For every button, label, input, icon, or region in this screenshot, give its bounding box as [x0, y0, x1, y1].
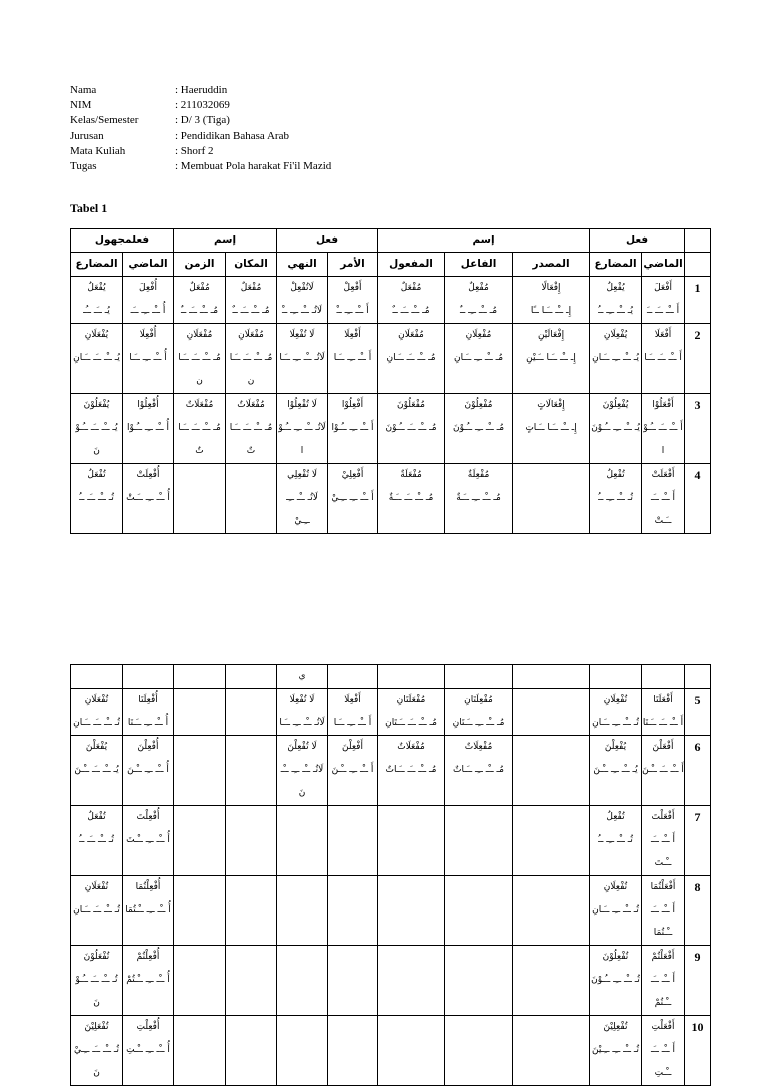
header-group-cell: فعل: [590, 229, 685, 253]
table-cell-text: أُفْعِلْنَ أُ ــْـ ــِـ ــْـنَ: [127, 742, 169, 775]
table-cell: [328, 806, 378, 876]
table-cell-text: مُفْعِلُوْنَ مُـ ــْـ ــِـ ــُـوْنَ: [453, 400, 505, 433]
info-label: Jurusan: [70, 129, 104, 142]
row-number-text: 4: [694, 468, 701, 482]
table-cell-text: تُفْعِلَانِ تُـ ــْـ ــِـ ــَـانِ: [592, 695, 639, 728]
table-cell-text: تُفْعِلُ تُـ ــْـ ــِـ ــُ: [598, 812, 633, 845]
info-row: [70, 159, 331, 174]
table-cell: [174, 464, 226, 534]
table-cell: [226, 946, 277, 1016]
row-number: [685, 736, 711, 806]
table-cell-text: أُفْعِلَ أُ ــْـ ــِـ ــَـ: [130, 283, 166, 316]
row-number-text: 9: [694, 950, 701, 964]
table-cell-text: أُفْعِلْتِ أُ ــْـ ــِـ ــْـتِ: [126, 1022, 170, 1055]
continuation-cell: [226, 665, 277, 689]
info-label: Tugas: [70, 160, 97, 173]
table-cell-text: أَفْعَلْتَ أَ ــْـ ــَـ ــْـتَ: [650, 812, 676, 868]
table-cell-text: أَفْعَلَتَا أَ ــْـ ــَـ ــَـتَا: [642, 695, 684, 728]
table-row: [71, 876, 711, 946]
row-number: [685, 1016, 711, 1086]
table-cell: [277, 806, 328, 876]
row-number-text: 5: [694, 693, 701, 707]
row-number-text: 1: [694, 281, 701, 295]
table-cell: [277, 277, 328, 324]
header-sub-cell: الفاعل: [445, 253, 513, 277]
table-cell-text: أَفْعِلَا أَ ــْـ ــِـ ــَـا: [333, 330, 372, 363]
table-cell-text: تُفْعِلُ تُـ ــْـ ــِـ ــُ: [598, 470, 633, 503]
info-row: [70, 113, 331, 128]
table-cell: [123, 1016, 174, 1086]
continuation-cell-text: ي: [298, 671, 306, 681]
header-group-cell: فعل: [277, 229, 378, 253]
table-cell-text: أَفْعِلْنَ أَ ــْـ ــِـ ــْـنَ: [331, 742, 374, 775]
row-number: [685, 946, 711, 1016]
table-cell-text: مُفْعَلَاتٌ مُـ ــْـ ــَـ ــَـاتٌ: [385, 742, 437, 775]
info-value: : Pendidikan Bahasa Arab: [175, 129, 289, 142]
table-cell: [590, 394, 642, 464]
table-cell: [590, 689, 642, 736]
table-cell-text: مُفْعَلَاتٌ مُـ ــْـ ــَـ ــَـا تٌ: [229, 400, 273, 456]
table-cell: [277, 689, 328, 736]
table-cell-text: مُفْعَلٌ مُـ ــْـ ــَـ ــٌ: [392, 283, 430, 316]
continuation-cell: [445, 665, 513, 689]
table-cell-text: تُفْعَلُوْنَ تُـ ــْـ ــَـ ــُـوْ نَ: [75, 952, 118, 1008]
table-cell: [226, 394, 277, 464]
table-cell-text: أَفْعَلَا أَ ــْـ ــَـ ــَـا: [644, 330, 682, 363]
table-cell-text: يُفْعِلَانِ يُـ ــْـ ــِـ ــَـانِ: [592, 330, 639, 363]
table-cell-text: يُفْعَلَانِ يُـ ــْـ ــَـ ــَـانِ: [73, 330, 120, 363]
table-cell: [590, 946, 642, 1016]
continuation-cell: [328, 665, 378, 689]
row-number: [685, 277, 711, 324]
table-cell-text: تُفْعَلُ تُـ ــْـ ــَـ ــُ: [79, 812, 114, 845]
table-cell-text: يُفْعِلْنَ يُـ ــْـ ــِـ ــْـنَ: [593, 742, 638, 775]
table-cell-text: أَفْعِلِيْ أَ ــْـ ــِـ ــِـيْ: [331, 470, 374, 503]
table-cell: [513, 806, 590, 876]
table-cell: [378, 394, 445, 464]
table-cell: [328, 689, 378, 736]
table-cell-text: أَفْعَلَ أَ ــْـ ــَـ ــَ: [646, 283, 680, 316]
continuation-cell: [71, 665, 123, 689]
header-sub-cell: المفعول: [378, 253, 445, 277]
table-cell-text: مُفْعِلَانِ مُـ ــْـ ــِـ ــَـانِ: [453, 330, 504, 363]
row-number-text: 7: [694, 810, 701, 824]
table-cell: [174, 1016, 226, 1086]
info-label: Nama: [70, 84, 97, 96]
info-row: [70, 129, 331, 144]
info-value: : Shorf 2: [175, 144, 214, 157]
row-number-text: 8: [694, 880, 701, 894]
table-cell: [123, 394, 174, 464]
table-cell: [378, 946, 445, 1016]
table-cell-text: لَا تُفْعِلْنَ لَاتُـ ــْـ ــِـ ــْـ نَ: [280, 742, 324, 798]
row-number: [685, 394, 711, 464]
table-cell: [71, 689, 123, 736]
table-cell: [226, 806, 277, 876]
table-cell: [328, 876, 378, 946]
table-cell: [277, 736, 328, 806]
table-cell-text: إِفْعَالَاتٍ إِـ ــْـ ــَـا ــَـاتٍ: [525, 400, 577, 433]
table-cell-text: مُفْعِلَتَانِ مُـ ــْـ ــِـ ــَـتَانِ: [452, 695, 505, 728]
table-cell: [174, 689, 226, 736]
table-1: [70, 228, 711, 534]
table-cell-text: مُفْعَلَانِ مُـ ــْـ ــَـ ــَـا ن: [229, 330, 273, 386]
table-cell-text: أَفْعِلَا أَ ــْـ ــِـ ــَـا: [333, 695, 372, 728]
table-cell-text: تُفْعَلَانِ تُـ ــْـ ــَـ ــَـانِ: [73, 695, 120, 728]
table-cell: [642, 394, 685, 464]
table-cell: [590, 324, 642, 394]
table-row: [71, 806, 711, 876]
table-cell: [445, 736, 513, 806]
continuation-cell: [123, 665, 174, 689]
table-cell-text: مُفْعَلَانِ مُـ ــْـ ــَـ ــَـا ن: [178, 330, 221, 386]
table-cell-text: لَا تُفْعِلِي لَاتُـ ــْـ ــِـ ــِـيْ: [286, 470, 318, 526]
table-cell-text: يُفْعَلُوْنَ يُـ ــْـ ــَـ ــُـوْ نَ: [75, 400, 118, 456]
info-label: Mata Kuliah: [70, 144, 126, 157]
table-title: Tabel 1: [70, 201, 108, 215]
table-cell-text: يُفْعِلُوْنَ يُـ ــْـ ــِـ ــُـوْنَ: [591, 400, 640, 433]
table-cell: [277, 394, 328, 464]
header-blank: [685, 229, 711, 253]
table-cell: [71, 1016, 123, 1086]
table-cell: [378, 876, 445, 946]
table-cell-text: مُفْعِلٌ مُـ ــْـ ــِـ ــٌ: [459, 283, 498, 316]
row-number-text: 3: [694, 398, 701, 412]
table-cell-text: تُفْعَلَانِ تُـ ــْـ ــَـ ــَـانِ: [73, 882, 120, 915]
table-cell: [277, 324, 328, 394]
table-cell: [328, 324, 378, 394]
header-sub-cell: الماضي: [123, 253, 174, 277]
table-cell: [123, 806, 174, 876]
table-cell: [513, 464, 590, 534]
header-group-cell: إسم: [174, 229, 277, 253]
row-number: [685, 665, 711, 689]
table-cell: [445, 946, 513, 1016]
table-cell-text: أَفْعَلْنَ أَ ــْـ ــَـ ــْـنَ: [642, 742, 684, 775]
table-cell: [123, 736, 174, 806]
table-cell: [378, 277, 445, 324]
table-cell: [71, 876, 123, 946]
table-cell: [174, 736, 226, 806]
header-group-row: [71, 229, 711, 253]
table-cell: [328, 277, 378, 324]
table-row: [71, 946, 711, 1016]
table-cell-text: أُفْعِلْتُمْ أُ ــْـ ــِـ ــْـتُمْ: [126, 952, 170, 985]
header-sub-cell: المكان: [226, 253, 277, 277]
row-number: [685, 876, 711, 946]
info-value: : D/ 3 (Tiga): [175, 114, 230, 127]
table-cell: [642, 464, 685, 534]
table-cell-text: أَفْعَلْتُمْ أَ ــْـ ــَـ ــْـتُمْ: [650, 952, 676, 1008]
table-cell: [174, 324, 226, 394]
table-cell: [226, 736, 277, 806]
table-cell-text: أُفْعِلَتْ أُ ــْـ ــِـ ــَـتْ: [126, 470, 170, 503]
table-cell: [445, 689, 513, 736]
table-cell: [378, 736, 445, 806]
table-cell-text: أَفْعَلُوْا أَ ــْـ ــَـ ــُـوْ ا: [643, 400, 683, 456]
table-cell: [71, 736, 123, 806]
table-cell: [513, 394, 590, 464]
row-number: [685, 689, 711, 736]
header-sub-cell: الماضي: [642, 253, 685, 277]
table-row: [71, 394, 711, 464]
table-cell: [642, 1016, 685, 1086]
row-number: [685, 806, 711, 876]
table-cell: [445, 464, 513, 534]
table-cell: [226, 689, 277, 736]
table-cell-text: أُفْعِلْتَ أُ ــْـ ــِـ ــْـتَ: [126, 812, 170, 845]
table-cell: [174, 806, 226, 876]
table-cell-text: أَفْعَلْتِ أَ ــْـ ــَـ ــْـتِ: [650, 1022, 676, 1078]
info-row: [70, 83, 331, 98]
table-row: [71, 464, 711, 534]
table-cell: [174, 394, 226, 464]
table-cell-text: تُفْعَلِيْنَ تُـ ــْـ ــَـ ــِـيْ نَ: [74, 1022, 119, 1078]
table-cell: [328, 394, 378, 464]
row-number-text: 10: [691, 1020, 704, 1034]
table-cell-text: أَفْعَلَتْ أَ ــْـ ــَـ ــَـتْ: [651, 470, 676, 526]
table-row: [71, 277, 711, 324]
table-cell: [378, 1016, 445, 1086]
table-cell-text: أَفْعِلُوْا أَ ــْـ ــِـ ــُـوْا: [331, 400, 374, 433]
info-value: : Membuat Pola harakat Fi'il Mazid: [175, 160, 332, 173]
table-cell: [590, 736, 642, 806]
table-cell: [513, 689, 590, 736]
table-cell: [174, 946, 226, 1016]
table-cell: [226, 1016, 277, 1086]
info-value: : Haeruddin: [175, 84, 228, 96]
table-cell-text: مُفْعِلَةٌ مُـ ــْـ ــِـ ــَـةٌ: [456, 470, 501, 503]
table-cell: [513, 876, 590, 946]
table-cell-text: تُفْعِلِيْنَ تُـ ــْـ ــِـ ــِـيْنَ: [591, 1022, 640, 1055]
header-sub-cell: المضارع: [71, 253, 123, 277]
table-cell: [328, 736, 378, 806]
info-label: Kelas/Semester: [70, 114, 139, 127]
table-cell-text: لَا تُفْعِلُوْا لَاتُـ ــْـ ــِـ ــُـوْ ا: [278, 400, 326, 456]
table-cell: [590, 806, 642, 876]
continuation-cell: [513, 665, 590, 689]
table-cell-text: مُفْعَلُوْنَ مُـ ــْـ ــَـ ــُـوْنَ: [385, 400, 437, 433]
table-cell: [277, 464, 328, 534]
table-cell-text: إِفْعَالًا إِـ ــْـ ــَـا ــًا: [530, 283, 572, 316]
table-cell: [642, 946, 685, 1016]
table-cell: [71, 277, 123, 324]
table-cell: [328, 464, 378, 534]
row-number-text: 6: [694, 740, 701, 754]
header-sub-cell: النهي: [277, 253, 328, 277]
table-cell: [513, 1016, 590, 1086]
table-row: [71, 689, 711, 736]
continuation-cell: [642, 665, 685, 689]
table-cell: [378, 689, 445, 736]
table-cell-text: أُفْعِلَا أُ ــْـ ــِـ ــَـا: [129, 330, 167, 363]
table-cell: [226, 464, 277, 534]
table-cell: [226, 324, 277, 394]
continuation-cell: [378, 665, 445, 689]
table-row: [71, 324, 711, 394]
table-cell: [71, 394, 123, 464]
table-cell: [123, 946, 174, 1016]
table-cell-text: لَا تُفْعِلَا لَاتُـ ــْـ ــِـ ــَـا: [279, 330, 325, 363]
table-cell: [445, 1016, 513, 1086]
table-cell: [642, 806, 685, 876]
header-sub-cell: الأمر: [328, 253, 378, 277]
header-group-cell: إسم: [378, 229, 590, 253]
row-number: [685, 324, 711, 394]
info-label: NIM: [70, 99, 92, 112]
table-cell: [642, 277, 685, 324]
table-cell-text: أَفْعِلْ أَ ــْـ ــِـ ــْ: [336, 283, 369, 316]
table-cell-text: يُفْعَلُ يُـ ــَـ ــُـ: [83, 283, 110, 316]
table-cell: [642, 876, 685, 946]
header-sub-cell: الزمن: [174, 253, 226, 277]
table-cell: [642, 324, 685, 394]
table-cell: [71, 946, 123, 1016]
header-sub-row: [71, 253, 711, 277]
table-cell: [590, 876, 642, 946]
table-cell: [590, 277, 642, 324]
continuation-cell: [174, 665, 226, 689]
table-cell-text: أُفْعِلَتَا أُ ــْـ ــِـ ــَـتَا: [127, 695, 169, 728]
table-cell-text: لَاتُفْعِلْ لَاتُـ ــْـ ــِـ ــْ: [282, 283, 322, 316]
table-cell: [513, 736, 590, 806]
table-cell: [513, 324, 590, 394]
table-cell-text: يُفْعَلْنَ يُـ ــْـ ــَـ ــْـنَ: [74, 742, 119, 775]
table-cell-text: تُفْعِلَانِ تُـ ــْـ ــِـ ــَـانِ: [592, 882, 639, 915]
table-cell-text: مُفْعِلَاتٌ مُـ ــْـ ــِـ ــَـاتٌ: [453, 742, 504, 775]
table-cell: [590, 464, 642, 534]
table-cell: [123, 876, 174, 946]
table-cell-text: مُفْعَلَانِ مُـ ــْـ ــَـ ــَـانِ: [386, 330, 436, 363]
table-cell-text: يُفْعِلُ يُـ ــْـ ــِـ ــُ: [598, 283, 633, 316]
table-2: [70, 664, 711, 1086]
table-cell: [445, 394, 513, 464]
table-cell: [513, 277, 590, 324]
table-cell: [71, 464, 123, 534]
table-cell-text: تُفْعَلُ تُـ ــْـ ــَـ ــُ: [79, 470, 114, 503]
table-cell-text: تُفْعِلُوْنَ تُـ ــْـ ــِـ ــُـوْنَ: [591, 952, 640, 985]
table-cell-text: مُفْعَلٌ مُـ ــْـ ــَـ ــٌ: [180, 283, 219, 316]
info-row: [70, 98, 331, 113]
table-cell-text: لَا تُفْعِلَا لَاتُـ ــْـ ــِـ ــَـا: [279, 695, 325, 728]
table-cell: [277, 876, 328, 946]
table-cell: [445, 277, 513, 324]
table-cell-text: مُفْعَلَاتٌ مُـ ــْـ ــَـ ــَـا تٌ: [178, 400, 221, 456]
table-cell: [123, 689, 174, 736]
table-cell-text: مُفْعَلَةٌ مُـ ــْـ ــَـ ــَـةٌ: [388, 470, 434, 503]
table-cell: [123, 324, 174, 394]
continuation-row: [71, 665, 711, 689]
table-cell: [378, 806, 445, 876]
table-cell: [226, 876, 277, 946]
header-sub-cell: المضارع: [590, 253, 642, 277]
continuation-cell: [590, 665, 642, 689]
table-cell: [590, 1016, 642, 1086]
table-cell: [328, 946, 378, 1016]
table-cell-text: أَفْعَلْتُمَا أَ ــْـ ــَـ ــْـتُمَا: [650, 882, 676, 938]
table-cell: [277, 1016, 328, 1086]
table-cell: [513, 946, 590, 1016]
table-cell: [642, 689, 685, 736]
table-cell: [378, 324, 445, 394]
student-info: [70, 83, 331, 174]
table-cell: [328, 1016, 378, 1086]
table-cell: [174, 277, 226, 324]
table-cell: [174, 876, 226, 946]
table-cell-text: أُفْعِلْتُمَا أُ ــْـ ــِـ ــْـتُمَا: [125, 882, 171, 915]
table-cell-text: أُفْعِلُوْا أُ ــْـ ــِـ ــُـوْا: [127, 400, 169, 433]
row-number-text: 2: [694, 328, 701, 342]
header-blank: [685, 253, 711, 277]
table-cell: [445, 324, 513, 394]
continuation-cell: [277, 665, 328, 689]
table-row: [71, 1016, 711, 1086]
row-number: [685, 464, 711, 534]
table-cell: [71, 324, 123, 394]
table-row: [71, 736, 711, 806]
table-cell: [71, 806, 123, 876]
table-cell: [445, 806, 513, 876]
table-cell-text: مُفْعَلَتَانِ مُـ ــْـ ــَـ ــَـتَانِ: [385, 695, 437, 728]
table-cell: [123, 464, 174, 534]
header-group-cell: فعلمجهول: [71, 229, 174, 253]
info-row: [70, 144, 331, 159]
table-cell: [277, 946, 328, 1016]
table-cell: [226, 277, 277, 324]
table-cell-text: مُفْعَلٌ مُـ ــْـ ــَـ ــٌ: [232, 283, 270, 316]
table-cell: [123, 277, 174, 324]
table-cell: [642, 736, 685, 806]
table-cell-text: إِفْعَالَيْنِ إِـ ــْـ ــَـا ــَـيْنِ: [526, 330, 576, 363]
table-cell: [445, 876, 513, 946]
header-sub-cell: المصدر: [513, 253, 590, 277]
table-cell: [378, 464, 445, 534]
info-value: : 211032069: [175, 99, 230, 112]
